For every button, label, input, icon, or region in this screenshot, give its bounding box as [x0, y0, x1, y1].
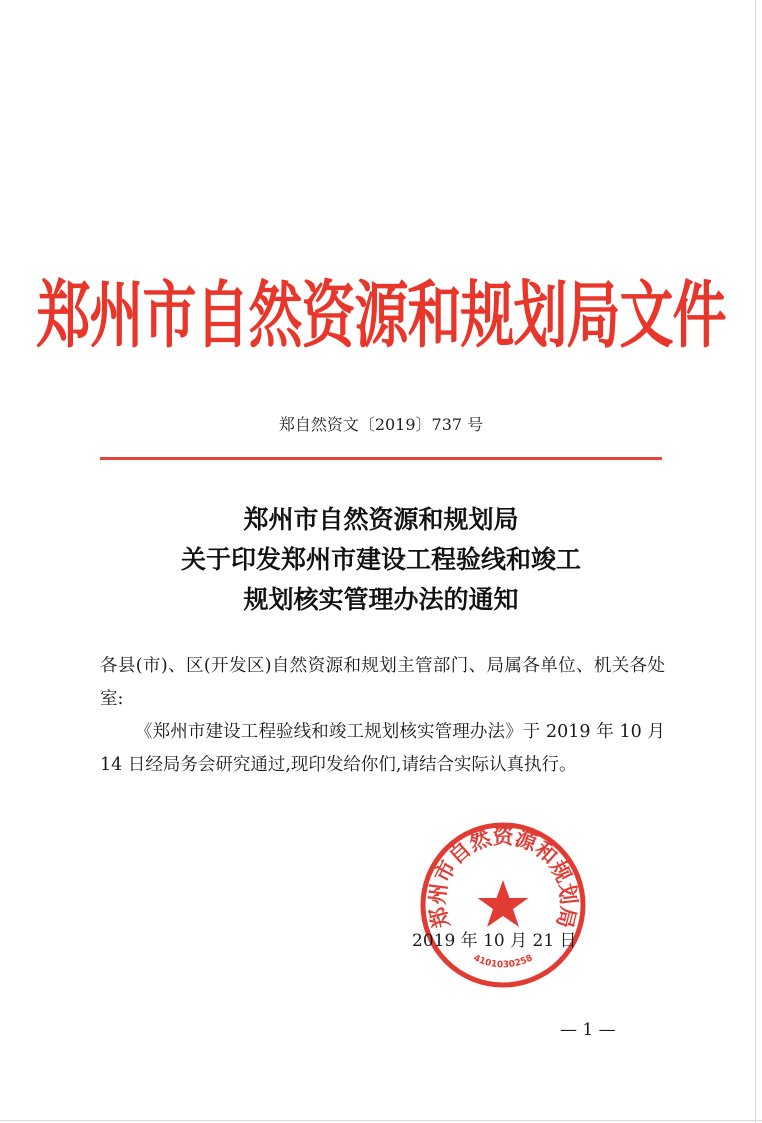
body-paragraph: 《郑州市建设工程验线和竣工规划核实管理办法》于 2019 年 10 月 14 日经局务会研究通过,现印发给你们,请结合实际认真执行。 [100, 722, 665, 775]
page-edge-bottom [0, 1120, 762, 1121]
notice-title [0, 500, 762, 620]
official-seal [418, 820, 588, 990]
notice-title-line-2: 关于印发郑州市建设工程验线和竣工 [180, 545, 581, 574]
document-number: 郑自然资文〔2019〕737 号 [278, 415, 484, 434]
notice-title-line-1: 郑州市自然资源和规划局 [243, 505, 519, 534]
issue-date: 2019 年 10 月 21 日 [412, 931, 577, 951]
notice-body [100, 650, 665, 782]
seal-text: 郑州市自然资源和规划局 [424, 823, 582, 931]
red-divider-line [100, 457, 662, 460]
notice-title-line-3: 规划核实管理办法的通知 [243, 585, 519, 614]
page-number: — 1 — [560, 1020, 616, 1040]
recipients-line: 各县(市)、区(开发区)自然资源和规划主管部门、局属各单位、机关各处室: [100, 656, 665, 709]
seal-star-icon [478, 880, 529, 927]
seal-code: 4101030258 [471, 953, 535, 971]
issuer-header: 郑州市自然资源和规划局文件 [36, 271, 726, 359]
